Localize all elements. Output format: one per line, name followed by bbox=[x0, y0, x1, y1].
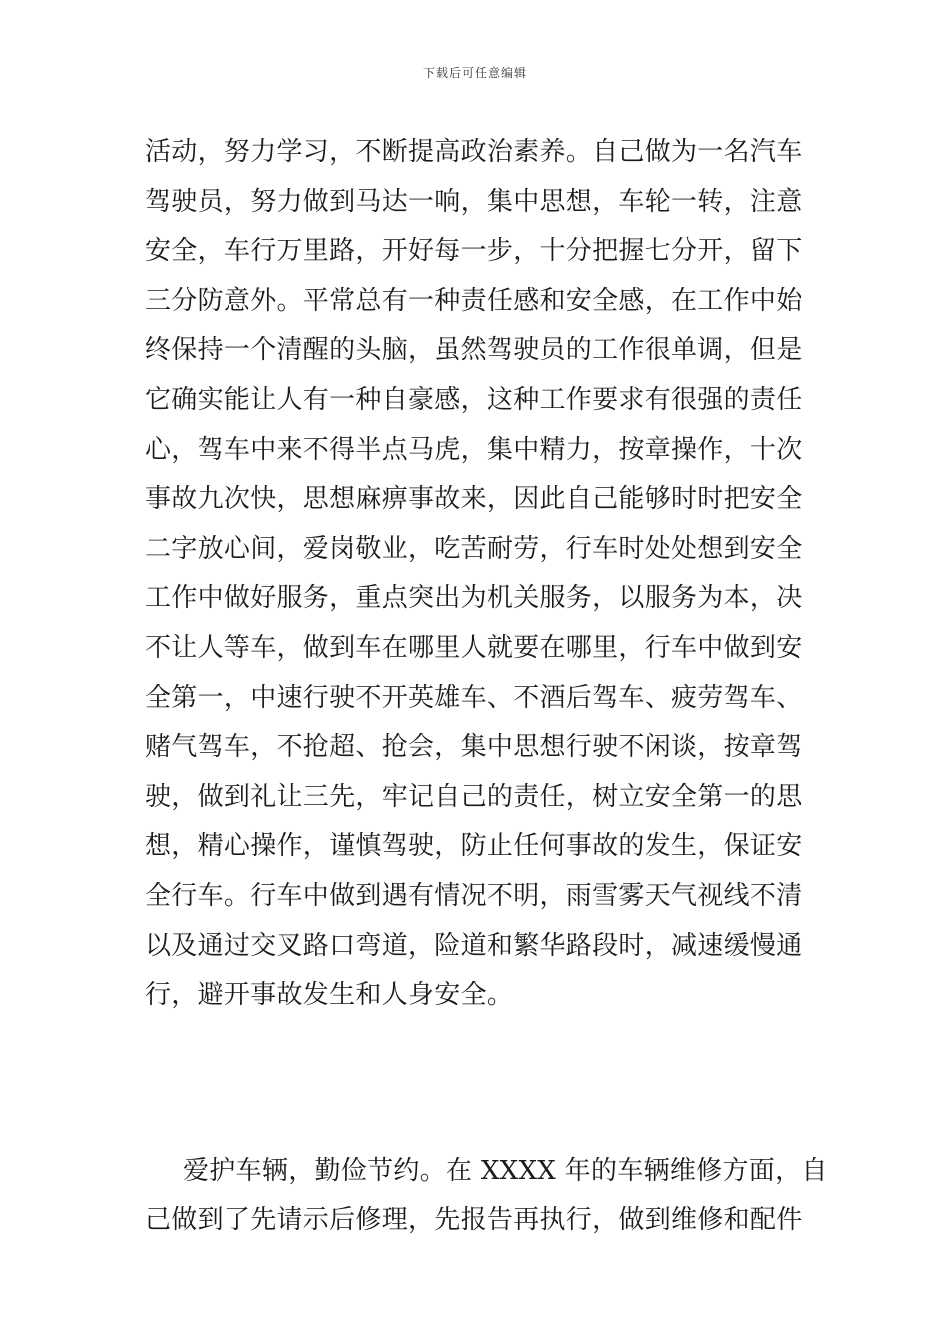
paragraph-line: 以及通过交叉路口弯道，险道和繁华路段时，减速缓慢通 bbox=[145, 930, 803, 961]
paragraph-line: 全行车。行车中做到遇有情况不明，雨雪雾天气视线不清 bbox=[145, 880, 803, 911]
paragraph-line: 驶，做到礼让三先，牢记自己的责任，树立安全第一的思 bbox=[145, 781, 803, 812]
paragraph-line: 驾驶员，努力做到马达一响，集中思想，车轮一转，注意 bbox=[145, 186, 803, 217]
paragraph-line: 活动，努力学习，不断提高政治素养。自己做为一名汽车 bbox=[145, 137, 803, 167]
paragraph-line: 事故九次快，思想麻痹事故来，因此自己能够时时把安全 bbox=[145, 484, 803, 515]
paragraph-line: 它确实能让人有一种自豪感，这种工作要求有很强的责任 bbox=[145, 384, 803, 415]
paragraph-line: 安全，车行万里路，开好每一步，十分把握七分开，留下 bbox=[145, 236, 803, 267]
body-text bbox=[145, 128, 828, 1246]
paragraph-line: 己做到了先请示后修理，先报告再执行，做到维修和配件 bbox=[145, 1205, 803, 1236]
paragraph-line: 工作中做好服务，重点突出为机关服务，以服务为本，决 bbox=[145, 583, 803, 614]
page-header: 下载后可任意编辑 bbox=[422, 66, 527, 80]
paragraph-2 bbox=[145, 1147, 828, 1246]
paragraph-line: 行，避开事故发生和人身安全。 bbox=[145, 980, 514, 1011]
paragraph-gap bbox=[145, 1021, 815, 1147]
paragraph-line: 全第一，中速行驶不开英雄车、不酒后驾车、疲劳驾车、 bbox=[145, 682, 803, 713]
paragraph-line: 赌气驾车，不抢超、抢会，集中思想行驶不闲谈，按章驾 bbox=[145, 732, 803, 763]
paragraph-line: 终保持一个清醒的头脑，虽然驾驶员的工作很单调，但是 bbox=[145, 335, 803, 366]
paragraph-1 bbox=[145, 128, 815, 1021]
paragraph-line: 心，驾车中来不得半点马虎，集中精力，按章操作，十次 bbox=[145, 434, 803, 465]
paragraph-line-indented: 爱护车辆，勤俭节约。在 XXXX 年的车辆维修方面，自 bbox=[183, 1155, 828, 1186]
paragraph-line: 三分防意外。平常总有一种责任感和安全感，在工作中始 bbox=[145, 285, 803, 316]
paragraph-line: 不让人等车，做到车在哪里人就要在哪里，行车中做到安 bbox=[145, 632, 803, 663]
paragraph-line: 想，精心操作，谨慎驾驶，防止任何事故的发生，保证安 bbox=[145, 831, 803, 862]
paragraph-line: 二字放心间，爱岗敬业，吃苦耐劳，行车时处处想到安全 bbox=[145, 533, 803, 564]
